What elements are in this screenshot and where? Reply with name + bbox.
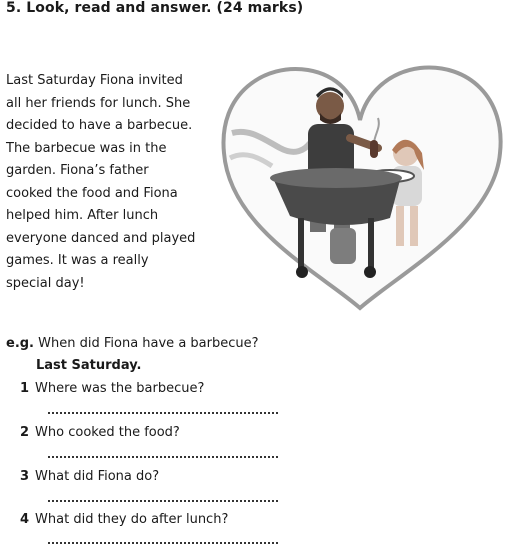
story-line: all her friends for lunch. She xyxy=(6,95,191,111)
question-2 xyxy=(20,425,180,440)
question-4 xyxy=(20,512,228,527)
question-number: 1 xyxy=(20,381,30,396)
story-line: garden. Fiona’s father xyxy=(6,163,149,178)
question-text: What did Fiona do? xyxy=(35,469,160,484)
story-line: Last Saturday Fiona invited xyxy=(6,73,183,88)
example-question xyxy=(6,336,259,351)
example-question-text: When did Fiona have a barbecue? xyxy=(38,336,259,351)
question-number: 4 xyxy=(20,512,30,527)
exercise-heading: 5. Look, read and answer. (24 marks) xyxy=(6,0,304,16)
answer-line-4[interactable] xyxy=(48,542,278,544)
story-text xyxy=(6,70,206,295)
answer-line-2[interactable] xyxy=(48,456,278,458)
question-text: Who cooked the food? xyxy=(35,425,180,440)
question-1 xyxy=(20,381,204,396)
example-label: e.g. xyxy=(6,336,34,351)
question-number: 2 xyxy=(20,425,30,440)
story-line: The barbecue was in the xyxy=(6,140,167,156)
question-number: 3 xyxy=(20,469,30,484)
story-line: helped him. After lunch xyxy=(6,208,159,223)
story-line: games. It was a really xyxy=(6,253,149,268)
heart-frame-barbecue-illustration xyxy=(210,58,510,320)
story-line: decided to have a barbecue. xyxy=(6,118,193,133)
story-line: cooked the food and Fiona xyxy=(6,185,178,201)
story-line: everyone danced and played xyxy=(6,230,196,246)
question-text: What did they do after lunch? xyxy=(35,512,229,527)
answer-line-1[interactable] xyxy=(48,412,278,414)
answer-line-3[interactable] xyxy=(48,500,278,502)
question-text: Where was the barbecue? xyxy=(35,381,205,396)
story-line: special day! xyxy=(6,275,85,291)
example-answer: Last Saturday. xyxy=(36,358,142,373)
question-3 xyxy=(20,469,159,484)
